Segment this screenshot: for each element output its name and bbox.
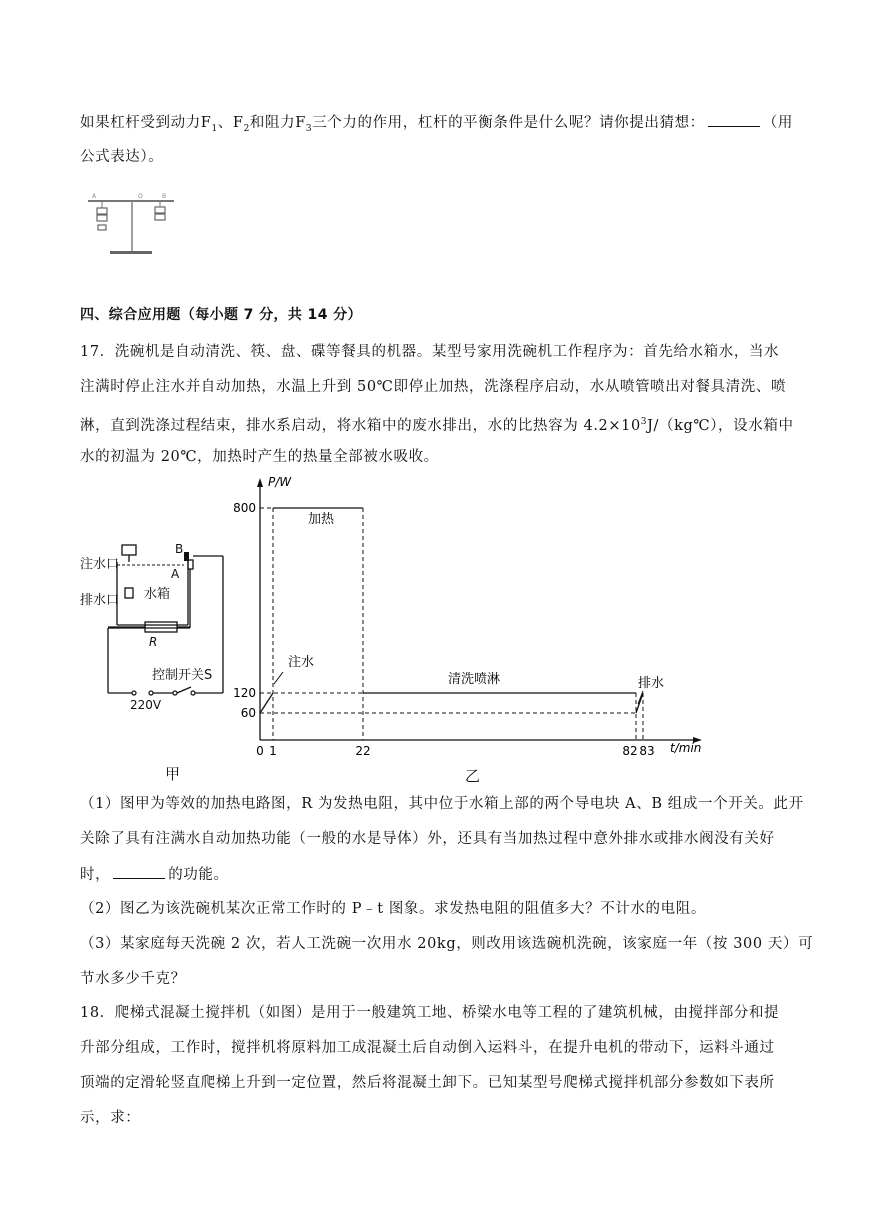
q17-sub3-line-2: 节水多少千克？ xyxy=(80,971,186,987)
q17-line-3: 淋，直到洗涤过程结束，排水系启动，将水箱中的废水排出，水的比热容为 $4.2\times 10^3J/(kg℃)$，设水箱中 xyxy=(80,417,794,434)
y-tick-label: 800 xyxy=(233,501,256,515)
q18-line-3: 顶端的定滑轮竖直爬梯上升到一定位置，然后将混凝土卸下。已知某型号爬梯式搅拌机部分参数如下表所 xyxy=(80,1075,775,1091)
figure-yi-pt-chart xyxy=(230,470,710,755)
q17-sub1-line-1: （1）图甲为等效的加热电路图，R 为发热电阻，其中位于水箱上部的两个导电块 A、B 组成一个开关。此开 xyxy=(80,796,804,812)
label-A: A xyxy=(171,567,180,581)
label-heating: 加热 xyxy=(308,512,335,527)
series-0 xyxy=(260,693,273,713)
q16-line-1: 如果杠杆受到动力$F_1$、$F_2$和阻力$F_3$三个力的作用，杠杆的平衡条件是什么呢？请你提出猜想： （用 xyxy=(80,112,793,139)
label-drain: 排水 xyxy=(638,676,665,691)
y-axis-arrow xyxy=(257,478,263,487)
svg-text:O: O xyxy=(138,193,143,200)
fill-pointer xyxy=(274,672,283,684)
svg-text:A: A xyxy=(92,193,97,200)
q17-sub1-line-2: 关除了具有注满水自动加热功能（一般的水是导体）外，还具有当加热过程中意外排水或排水阀没有关好 xyxy=(80,831,775,847)
q17-sub3-line-1: （3）某家庭每天洗碗 2 次，若人工洗碗一次用水 20kg，则改用该选碗机洗碗，该家庭一年（按 300 天）可 xyxy=(80,936,814,952)
q17-line-1: 17．洗碗机是自动清洗、筷、盘、碟等餐具的机器。某型号家用洗碗机工作程序为：首先给水箱水，当水 xyxy=(80,344,780,360)
label-fill: 注水 xyxy=(288,655,315,670)
y-tick-label: 120 xyxy=(233,686,256,700)
label-wash: 清洗喷淋 xyxy=(448,672,501,687)
x-tick-label: 22 xyxy=(355,744,371,755)
label-R: R xyxy=(149,635,158,649)
figure-jia-circuit xyxy=(78,538,238,713)
label-inlet: 注水口 xyxy=(80,557,120,572)
label-tank: 水箱 xyxy=(144,587,171,602)
q17-sub1-line-3: 时， 的功能。 xyxy=(80,864,229,885)
caption-yi: 乙 xyxy=(465,767,481,785)
q18-line-2: 升部分组成，工作时，搅拌机将原料加工成混凝土后自动倒入运料斗，在提升电机的带动下，运料斗通过 xyxy=(80,1040,775,1056)
x-tick-label: 82 xyxy=(622,744,638,755)
label-voltage: 220V xyxy=(130,698,162,712)
q18-line-4: 示，求： xyxy=(80,1110,141,1126)
section-4-heading: 四、综合应用题（每小题 7 分，共 14 分） xyxy=(80,307,362,323)
label-outlet: 排水口 xyxy=(80,593,120,608)
caption-jia: 甲 xyxy=(165,765,181,783)
q16-line-2: 公式表达）。 xyxy=(80,149,164,165)
q17-sub2: （2）图乙为该洗碗机某次正常工作时的 P﹣t 图象。求发热电阻的阻值多大？不计水的电阻。 xyxy=(80,901,706,917)
y-tick-label: 60 xyxy=(240,706,256,720)
x-tick-label: 1 xyxy=(269,744,277,755)
label-switch: 控制开关S xyxy=(152,668,213,683)
q18-line-1: 18．爬梯式混凝土搅拌机（如图）是用于一般建筑工地、桥梁水电等工程的了建筑机械，由搅拌部分和提 xyxy=(80,1005,780,1021)
x-tick-label: 0 xyxy=(256,744,264,755)
series-3 xyxy=(636,693,643,713)
x-axis-label: t/min xyxy=(670,741,702,755)
label-B: B xyxy=(175,542,184,556)
q17-line-4: 水的初温为 20℃，加热时产生的热量全部被水吸收。 xyxy=(80,449,439,465)
y-axis-label: P/W xyxy=(268,475,292,489)
lever-figure xyxy=(82,188,182,260)
q17-answer-blank[interactable] xyxy=(113,864,165,879)
q17-line-2: 注满时停止注水并自动加热，水温上升到 50℃即停止加热，洗涤程序启动，水从喷管喷出对餐具清洗、喷 xyxy=(80,379,787,395)
q16-answer-blank[interactable] xyxy=(708,112,760,127)
x-tick-label: 83 xyxy=(639,744,655,755)
svg-text:B: B xyxy=(162,193,167,200)
